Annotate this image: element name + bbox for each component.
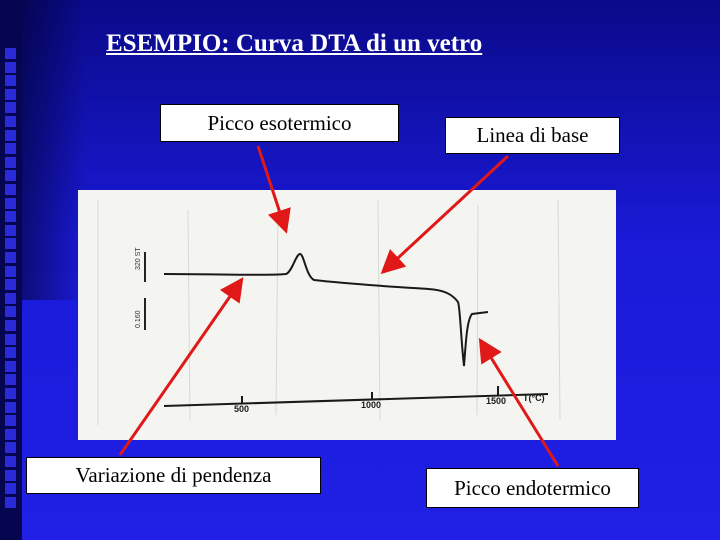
label-baseline (445, 117, 620, 154)
label-baseline-text: Linea di base (476, 123, 589, 147)
label-endo-peak-text: Picco endotermico (454, 475, 611, 500)
decorative-bullet (5, 320, 16, 331)
decorative-bullet (5, 266, 16, 277)
decorative-bullet (5, 497, 16, 508)
decorative-bullet (5, 62, 16, 73)
decorative-bullet (5, 143, 16, 154)
decorative-bullet (5, 361, 16, 372)
decorative-bullet (5, 225, 16, 236)
label-exo-peak-text: Picco esotermico (207, 110, 352, 135)
slide-title: ESEMPIO: Curva DTA di un vetro (106, 30, 483, 57)
label-slope-change-text: Variazione di pendenza (75, 463, 272, 487)
decorative-shadow-band (22, 0, 86, 300)
decorative-bullet (5, 157, 16, 168)
decorative-bullet (5, 48, 16, 59)
decorative-bullet (5, 415, 16, 426)
decorative-bullet (5, 89, 16, 100)
decorative-bullet (5, 130, 16, 141)
svg-text:320 ST: 320 ST (135, 247, 142, 270)
label-slope-change (26, 457, 321, 494)
dta-curve (164, 254, 488, 366)
decorative-bullet (5, 198, 16, 209)
decorative-bullet (5, 456, 16, 467)
x-tick-label-1500: 1500 (486, 396, 507, 406)
decorative-bullet (5, 252, 16, 263)
decorative-bullet (5, 483, 16, 494)
decorative-bullet (5, 442, 16, 453)
x-axis-unit: T(°C) (523, 393, 545, 403)
decorative-bullet (5, 429, 16, 440)
scan-grid-lines (98, 200, 560, 425)
decorative-bullet (5, 470, 16, 481)
decorative-bullet (5, 279, 16, 290)
decorative-bullet (5, 184, 16, 195)
vertical-scale-text (135, 247, 142, 328)
x-tick-label-500: 500 (234, 404, 250, 414)
decorative-bullet (5, 102, 16, 113)
decorative-bullet (5, 170, 16, 181)
dta-chart-image (78, 190, 616, 440)
decorative-bullet (5, 347, 16, 358)
decorative-bullet (5, 388, 16, 399)
dta-curve-figure (78, 190, 616, 440)
label-endo-peak (426, 468, 639, 508)
decorative-bullet (5, 306, 16, 317)
decorative-bullet (5, 238, 16, 249)
x-tick-label-1000: 1000 (361, 400, 382, 410)
svg-text:0.160: 0.160 (135, 310, 142, 328)
decorative-bullet (5, 334, 16, 345)
decorative-bullet (5, 402, 16, 413)
decorative-bullet (5, 75, 16, 86)
decorative-bullet (5, 293, 16, 304)
decorative-bullet (5, 116, 16, 127)
decorative-bullet (5, 374, 16, 385)
label-exo-peak (160, 104, 399, 142)
decorative-bullet (5, 211, 16, 222)
